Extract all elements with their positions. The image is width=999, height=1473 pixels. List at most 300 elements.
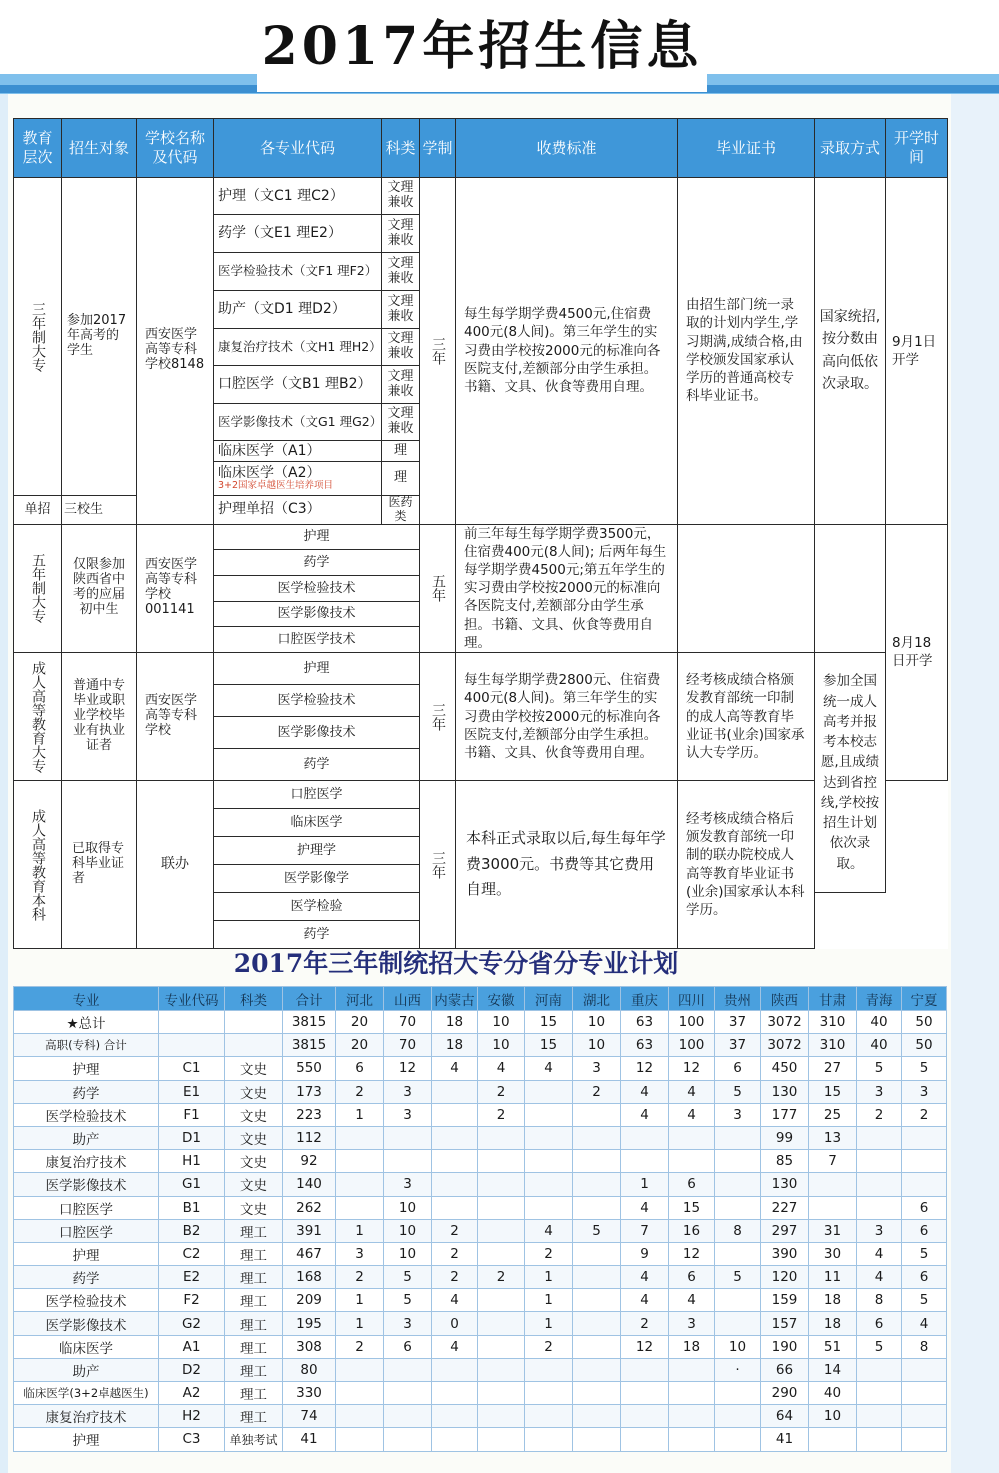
header-cell: 收费标准 (456, 119, 678, 178)
major-cell: 药学（文E1 理E2） (214, 215, 382, 253)
plan-cell: G1 (159, 1173, 225, 1196)
plan-cell: 文史 (225, 1057, 283, 1080)
plan-cell (902, 1126, 947, 1149)
plan-cell (573, 1150, 621, 1173)
plan-cell: 41 (283, 1428, 336, 1451)
plan-header-cell: 河南 (525, 987, 573, 1011)
plan-cell: 3 (384, 1080, 432, 1103)
plan-cell: · (715, 1358, 761, 1381)
plan-row (14, 1150, 947, 1173)
plan-cell: 理工 (225, 1312, 283, 1335)
category-cell: 理 (382, 441, 420, 462)
plan-cell: 159 (761, 1289, 809, 1312)
plan-cell (225, 1011, 283, 1034)
plan-cell: 文史 (225, 1080, 283, 1103)
plan-cell (525, 1150, 573, 1173)
plan-cell: 2 (525, 1242, 573, 1265)
plan-cell: 70 (384, 1011, 432, 1034)
plan-row (14, 1196, 947, 1219)
major-cell: 口腔医学技术 (214, 627, 420, 653)
plan-cell: 20 (336, 1011, 384, 1034)
plan-cell (573, 1312, 621, 1335)
plan-row (14, 1057, 947, 1080)
plan-major-cell: 口腔医学 (14, 1219, 159, 1242)
plan-cell: 3 (669, 1312, 715, 1335)
plan-cell (573, 1126, 621, 1149)
plan-cell (336, 1196, 384, 1219)
plan-cell: 5 (902, 1242, 947, 1265)
plan-cell: D2 (159, 1358, 225, 1381)
plan-cell: 4 (621, 1080, 669, 1103)
plan-cell (478, 1289, 525, 1312)
plan-cell: 3 (573, 1057, 621, 1080)
plan-cell: 31 (809, 1219, 857, 1242)
plan-cell: C3 (159, 1428, 225, 1451)
plan-cell: 40 (857, 1011, 902, 1034)
plan-cell: 308 (283, 1335, 336, 1358)
plan-cell: H2 (159, 1405, 225, 1428)
plan-cell (621, 1428, 669, 1451)
plan-cell: 64 (761, 1405, 809, 1428)
header-cell: 科类 (382, 119, 420, 178)
admission-five-year (815, 524, 886, 653)
plan-major-cell: 护理 (14, 1242, 159, 1265)
plan-header-cell: 内蒙古 (432, 987, 478, 1011)
plan-cell (715, 1289, 761, 1312)
plan-cell: 2 (432, 1242, 478, 1265)
plan-cell: 10 (573, 1034, 621, 1057)
plan-cell: 6 (336, 1057, 384, 1080)
plan-cell: 2 (525, 1335, 573, 1358)
plan-cell: 1 (336, 1312, 384, 1335)
plan-cell: 10 (573, 1011, 621, 1034)
plan-cell (573, 1103, 621, 1126)
plan-cell (384, 1382, 432, 1405)
plan-cell: 10 (478, 1011, 525, 1034)
plan-cell: A2 (159, 1382, 225, 1405)
plan-cell: 190 (761, 1335, 809, 1358)
plan-header-cell: 安徽 (478, 987, 525, 1011)
fee-adult-college: 每生每学期学费2800元、住宿费400元(8人间)。第三年学生的实习费由学校按2000元的标准向各医院支付,差额部分由学生承担。书籍、文具、伙食等费用自理。 (456, 653, 678, 781)
plan-major-cell: 助产 (14, 1126, 159, 1149)
plan-cell (715, 1405, 761, 1428)
plan-cell: 13 (809, 1126, 857, 1149)
level-five-year: 五年制大专 (14, 524, 62, 653)
plan-row (14, 1103, 947, 1126)
plan-cell (525, 1080, 573, 1103)
years-five-year: 五年 (420, 524, 456, 653)
header-cell: 毕业证书 (678, 119, 815, 178)
plan-major-cell: 医学影像技术 (14, 1173, 159, 1196)
plan-cell: B1 (159, 1196, 225, 1219)
plan-cell (809, 1173, 857, 1196)
plan-cell: 50 (902, 1034, 947, 1057)
plan-cell (432, 1196, 478, 1219)
plan-cell (573, 1428, 621, 1451)
plan-cell: 1 (525, 1289, 573, 1312)
plan-row (14, 1126, 947, 1149)
plan-cell: 3 (715, 1103, 761, 1126)
plan-cell (669, 1358, 715, 1381)
header-cell: 录取方式 (815, 119, 886, 178)
plan-cell: 223 (283, 1103, 336, 1126)
plan-cell: 4 (621, 1103, 669, 1126)
major-cell: 临床医学（A1） (214, 441, 382, 462)
plan-cell: 3 (384, 1173, 432, 1196)
target-adult-college: 普通中专毕业或职业学校毕业有执业证者 (62, 653, 137, 781)
plan-cell (857, 1382, 902, 1405)
plan-cell: 15 (669, 1196, 715, 1219)
years-adult-bachelor: 三年 (420, 781, 456, 949)
years-three-year: 三年 (420, 178, 456, 525)
plan-cell (432, 1358, 478, 1381)
category-cell: 文理兼收 (382, 404, 420, 441)
plan-cell (432, 1126, 478, 1149)
plan-cell: 4 (432, 1289, 478, 1312)
plan-cell: 330 (283, 1382, 336, 1405)
plan-cell: 2 (336, 1266, 384, 1289)
school-adult-college: 西安医学高等专科学校 (137, 653, 214, 781)
plan-body (14, 1011, 947, 1452)
plan-cell: 2 (336, 1080, 384, 1103)
target-three-year: 参加2017年高考的学生 (62, 178, 137, 496)
plan-cell: 3 (857, 1219, 902, 1242)
plan-major-cell: 口腔医学 (14, 1196, 159, 1219)
plan-cell: 15 (525, 1011, 573, 1034)
plan-major-cell: 康复治疗技术 (14, 1405, 159, 1428)
certificate-five-year (678, 524, 815, 653)
plan-major-cell: 药学 (14, 1080, 159, 1103)
major-cell: 药学 (214, 550, 420, 576)
plan-header-cell: 湖北 (573, 987, 621, 1011)
plan-cell: 18 (809, 1312, 857, 1335)
plan-cell (621, 1126, 669, 1149)
plan-cell: 100 (669, 1011, 715, 1034)
plan-header-cell: 河北 (336, 987, 384, 1011)
plan-cell (902, 1173, 947, 1196)
plan-cell: 1 (621, 1173, 669, 1196)
major-cell: 医学检验技术 (214, 685, 420, 717)
category-cell: 文理兼收 (382, 253, 420, 291)
major-cell: 药学 (214, 921, 420, 949)
plan-cell: 5 (715, 1080, 761, 1103)
category-cell: 理 (382, 462, 420, 496)
plan-cell: A1 (159, 1335, 225, 1358)
plan-cell (478, 1196, 525, 1219)
plan-major-cell: 临床医学(3+2卓越医生) (14, 1382, 159, 1405)
plan-cell (669, 1126, 715, 1149)
plan-cell: 理工 (225, 1382, 283, 1405)
plan-cell (573, 1358, 621, 1381)
major-cell: 医学影像学 (214, 865, 420, 893)
plan-cell: 5 (573, 1219, 621, 1242)
plan-header-cell: 专业代码 (159, 987, 225, 1011)
plan-cell: 12 (621, 1335, 669, 1358)
major-cell: 助产（文D1 理D2） (214, 291, 382, 329)
major-cell (214, 462, 382, 496)
school-five-year: 西安医学高等专科学校001141 (137, 524, 214, 653)
plan-row (14, 1335, 947, 1358)
plan-cell: 4 (857, 1242, 902, 1265)
plan-header-cell: 山西 (384, 987, 432, 1011)
plan-cell: E1 (159, 1080, 225, 1103)
header-cell: 各专业代码 (214, 119, 382, 178)
plan-cell: 文史 (225, 1126, 283, 1149)
plan-cell: 3 (336, 1242, 384, 1265)
plan-cell (478, 1150, 525, 1173)
plan-cell (902, 1405, 947, 1428)
plan-row (14, 1266, 947, 1289)
plan-cell: 63 (621, 1011, 669, 1034)
plan-major-cell: ★总计 (14, 1011, 159, 1034)
major-cell: 医学影像技术 (214, 601, 420, 627)
plan-cell (573, 1289, 621, 1312)
plan-cell: 310 (809, 1011, 857, 1034)
plan-cell: 6 (669, 1173, 715, 1196)
plan-cell (573, 1335, 621, 1358)
plan-cell (573, 1196, 621, 1219)
plan-header-cell: 重庆 (621, 987, 669, 1011)
plan-major-cell: 临床医学 (14, 1335, 159, 1358)
plan-cell: 文史 (225, 1196, 283, 1219)
major-cell: 医学检验技术（文F1 理F2） (214, 253, 382, 291)
level-three-year: 三年制大专 (14, 178, 62, 496)
plan-cell: 6 (902, 1266, 947, 1289)
plan-cell: 10 (478, 1034, 525, 1057)
plan-header-cell: 甘肃 (809, 987, 857, 1011)
start-adult: 8月18日开学 (886, 524, 948, 781)
plan-major-cell: 医学检验技术 (14, 1103, 159, 1126)
plan-cell (336, 1382, 384, 1405)
school-adult-bachelor: 联办 (137, 781, 214, 949)
header-cell: 学校名称及代码 (137, 119, 214, 178)
plan-cell: 4 (525, 1057, 573, 1080)
plan-cell (715, 1196, 761, 1219)
category-cell: 医药类 (382, 496, 420, 525)
plan-cell (857, 1150, 902, 1173)
plan-cell (669, 1428, 715, 1451)
plan-cell: 66 (761, 1358, 809, 1381)
plan-cell: 3 (902, 1080, 947, 1103)
target-single: 三校生 (62, 496, 137, 525)
plan-cell: 2 (336, 1335, 384, 1358)
plan-cell: F2 (159, 1289, 225, 1312)
plan-cell: 15 (525, 1034, 573, 1057)
plan-cell: 4 (669, 1289, 715, 1312)
plan-major-cell: 医学检验技术 (14, 1289, 159, 1312)
level-single: 单招 (14, 496, 62, 525)
plan-header-cell: 科类 (225, 987, 283, 1011)
plan-cell: 195 (283, 1312, 336, 1335)
plan-cell: 120 (761, 1266, 809, 1289)
plan-cell: 10 (715, 1335, 761, 1358)
plan-cell: 18 (669, 1335, 715, 1358)
major-cell: 口腔医学 (214, 781, 420, 809)
plan-cell: 1 (525, 1312, 573, 1335)
plan-header-cell: 宁夏 (902, 987, 947, 1011)
plan-cell (573, 1242, 621, 1265)
plan-cell (384, 1150, 432, 1173)
target-five-year: 仅限参加陕西省中考的应届初中生 (62, 524, 137, 653)
plan-cell (384, 1126, 432, 1149)
plan-cell (525, 1103, 573, 1126)
plan-cell (715, 1126, 761, 1149)
plan-cell: 9 (621, 1242, 669, 1265)
plan-cell: 3815 (283, 1011, 336, 1034)
plan-cell (525, 1382, 573, 1405)
plan-cell: 12 (669, 1242, 715, 1265)
plan-title: 2017年三年制统招大专分省分专业计划 (233, 949, 679, 978)
plan-cell: 11 (809, 1266, 857, 1289)
plan-cell (432, 1405, 478, 1428)
major-name: 临床医学（A2） (218, 464, 321, 481)
plan-cell: 2 (478, 1103, 525, 1126)
plan-cell: 10 (384, 1196, 432, 1219)
plan-cell (478, 1428, 525, 1451)
plan-cell: 74 (283, 1405, 336, 1428)
plan-cell (715, 1150, 761, 1173)
plan-cell: 理工 (225, 1358, 283, 1381)
plan-cell: H1 (159, 1150, 225, 1173)
plan-major-cell: 助产 (14, 1358, 159, 1381)
plan-cell: 10 (384, 1219, 432, 1242)
certificate-three-year: 由招生部门统一录取的计划内学生,学习期满,成绩合格,由学校颁发国家承认学历的普通高校专科毕业证书。 (678, 178, 815, 525)
plan-cell: 理工 (225, 1335, 283, 1358)
plan-cell: 5 (857, 1057, 902, 1080)
plan-major-cell: 护理 (14, 1057, 159, 1080)
plan-cell: 37 (715, 1011, 761, 1034)
plan-cell (621, 1382, 669, 1405)
plan-cell (432, 1150, 478, 1173)
plan-cell: 理工 (225, 1219, 283, 1242)
years-adult-college: 三年 (420, 653, 456, 781)
plan-cell: 6 (902, 1196, 947, 1219)
plan-row (14, 1289, 947, 1312)
plan-cell: 5 (902, 1289, 947, 1312)
plan-cell: 3815 (283, 1034, 336, 1057)
plan-header-cell: 青海 (857, 987, 902, 1011)
plan-cell: D1 (159, 1126, 225, 1149)
plan-row (14, 1358, 947, 1381)
plan-cell (478, 1173, 525, 1196)
plan-cell (478, 1126, 525, 1149)
plan-cell: 157 (761, 1312, 809, 1335)
certificate-adult-college: 经考核成绩合格颁发教育部统一印制的成人高等教育毕业证书(业余)国家承认大专学历。 (678, 653, 815, 781)
plan-cell: 6 (384, 1335, 432, 1358)
plan-cell: 130 (761, 1173, 809, 1196)
plan-cell: 3 (384, 1312, 432, 1335)
plan-cell (715, 1173, 761, 1196)
header-cell: 开学时间 (886, 119, 948, 178)
plan-cell: 3072 (761, 1011, 809, 1034)
category-cell: 文理兼收 (382, 366, 420, 404)
plan-cell: 4 (621, 1196, 669, 1219)
plan-cell (857, 1358, 902, 1381)
plan-row (14, 1405, 947, 1428)
plan-cell: 10 (809, 1405, 857, 1428)
plan-cell: 41 (761, 1428, 809, 1451)
right-edge-strip (951, 94, 999, 1473)
plan-cell (715, 1242, 761, 1265)
admission-info-table (13, 118, 948, 949)
plan-cell (669, 1150, 715, 1173)
plan-row (14, 1219, 947, 1242)
plan-cell (478, 1382, 525, 1405)
plan-cell: 6 (857, 1312, 902, 1335)
plan-cell: 3072 (761, 1034, 809, 1057)
plan-cell (432, 1382, 478, 1405)
plan-cell (621, 1150, 669, 1173)
plan-cell (669, 1405, 715, 1428)
plan-cell: 14 (809, 1358, 857, 1381)
category-cell: 文理兼收 (382, 178, 420, 215)
plan-cell: 5 (384, 1266, 432, 1289)
plan-cell (669, 1382, 715, 1405)
major-cell: 医学检验 (214, 893, 420, 921)
plan-row (14, 1242, 947, 1265)
plan-major-cell: 护理 (14, 1428, 159, 1451)
plan-cell: 4 (902, 1312, 947, 1335)
level-adult-college: 成人高等教育大专 (14, 653, 62, 781)
plan-cell (809, 1428, 857, 1451)
plan-header-cell: 合计 (283, 987, 336, 1011)
plan-cell (857, 1173, 902, 1196)
plan-cell (902, 1382, 947, 1405)
plan-cell: 4 (432, 1057, 478, 1080)
plan-row (14, 1382, 947, 1405)
plan-cell (384, 1405, 432, 1428)
plan-cell: 70 (384, 1034, 432, 1057)
plan-cell: 227 (761, 1196, 809, 1219)
plan-cell (715, 1428, 761, 1451)
plan-cell (857, 1126, 902, 1149)
plan-cell (809, 1196, 857, 1219)
plan-cell: 理工 (225, 1405, 283, 1428)
fee-three-year: 每生每学期学费4500元,住宿费400元(8人间)。第三年学生的实习费由学校按2000元的标准向各医院支付,差额部分由学生承担。书籍、文具、伙食等费用自理。 (456, 178, 678, 525)
category-cell: 文理兼收 (382, 291, 420, 329)
plan-cell (384, 1428, 432, 1451)
plan-cell (478, 1219, 525, 1242)
plan-cell: 6 (669, 1266, 715, 1289)
major-cell: 护理（文C1 理C2） (214, 178, 382, 215)
major-cell: 康复治疗技术（文H1 理H2） (214, 329, 382, 366)
header-cell: 学制 (420, 119, 456, 178)
plan-cell (621, 1358, 669, 1381)
plan-cell (715, 1312, 761, 1335)
plan-cell: 4 (478, 1057, 525, 1080)
plan-cell: 100 (669, 1034, 715, 1057)
plan-cell: 390 (761, 1242, 809, 1265)
plan-cell: 262 (283, 1196, 336, 1219)
major-cell: 护理 (214, 524, 420, 550)
header-cell: 招生对象 (62, 119, 137, 178)
level-adult-bachelor: 成人高等教育本科 (14, 781, 62, 949)
plan-cell: 文史 (225, 1150, 283, 1173)
plan-cell: 1 (336, 1219, 384, 1242)
major-cell: 护理单招（C3） (214, 496, 382, 525)
left-edge-strip (0, 94, 8, 1473)
plan-row (14, 1034, 947, 1057)
plan-row (14, 1312, 947, 1335)
plan-cell: 2 (432, 1219, 478, 1242)
plan-cell: 8 (902, 1335, 947, 1358)
plan-cell (525, 1126, 573, 1149)
plan-cell (573, 1405, 621, 1428)
plan-cell: 15 (809, 1080, 857, 1103)
plan-cell (336, 1428, 384, 1451)
plan-cell: 8 (857, 1289, 902, 1312)
plan-cell (478, 1312, 525, 1335)
